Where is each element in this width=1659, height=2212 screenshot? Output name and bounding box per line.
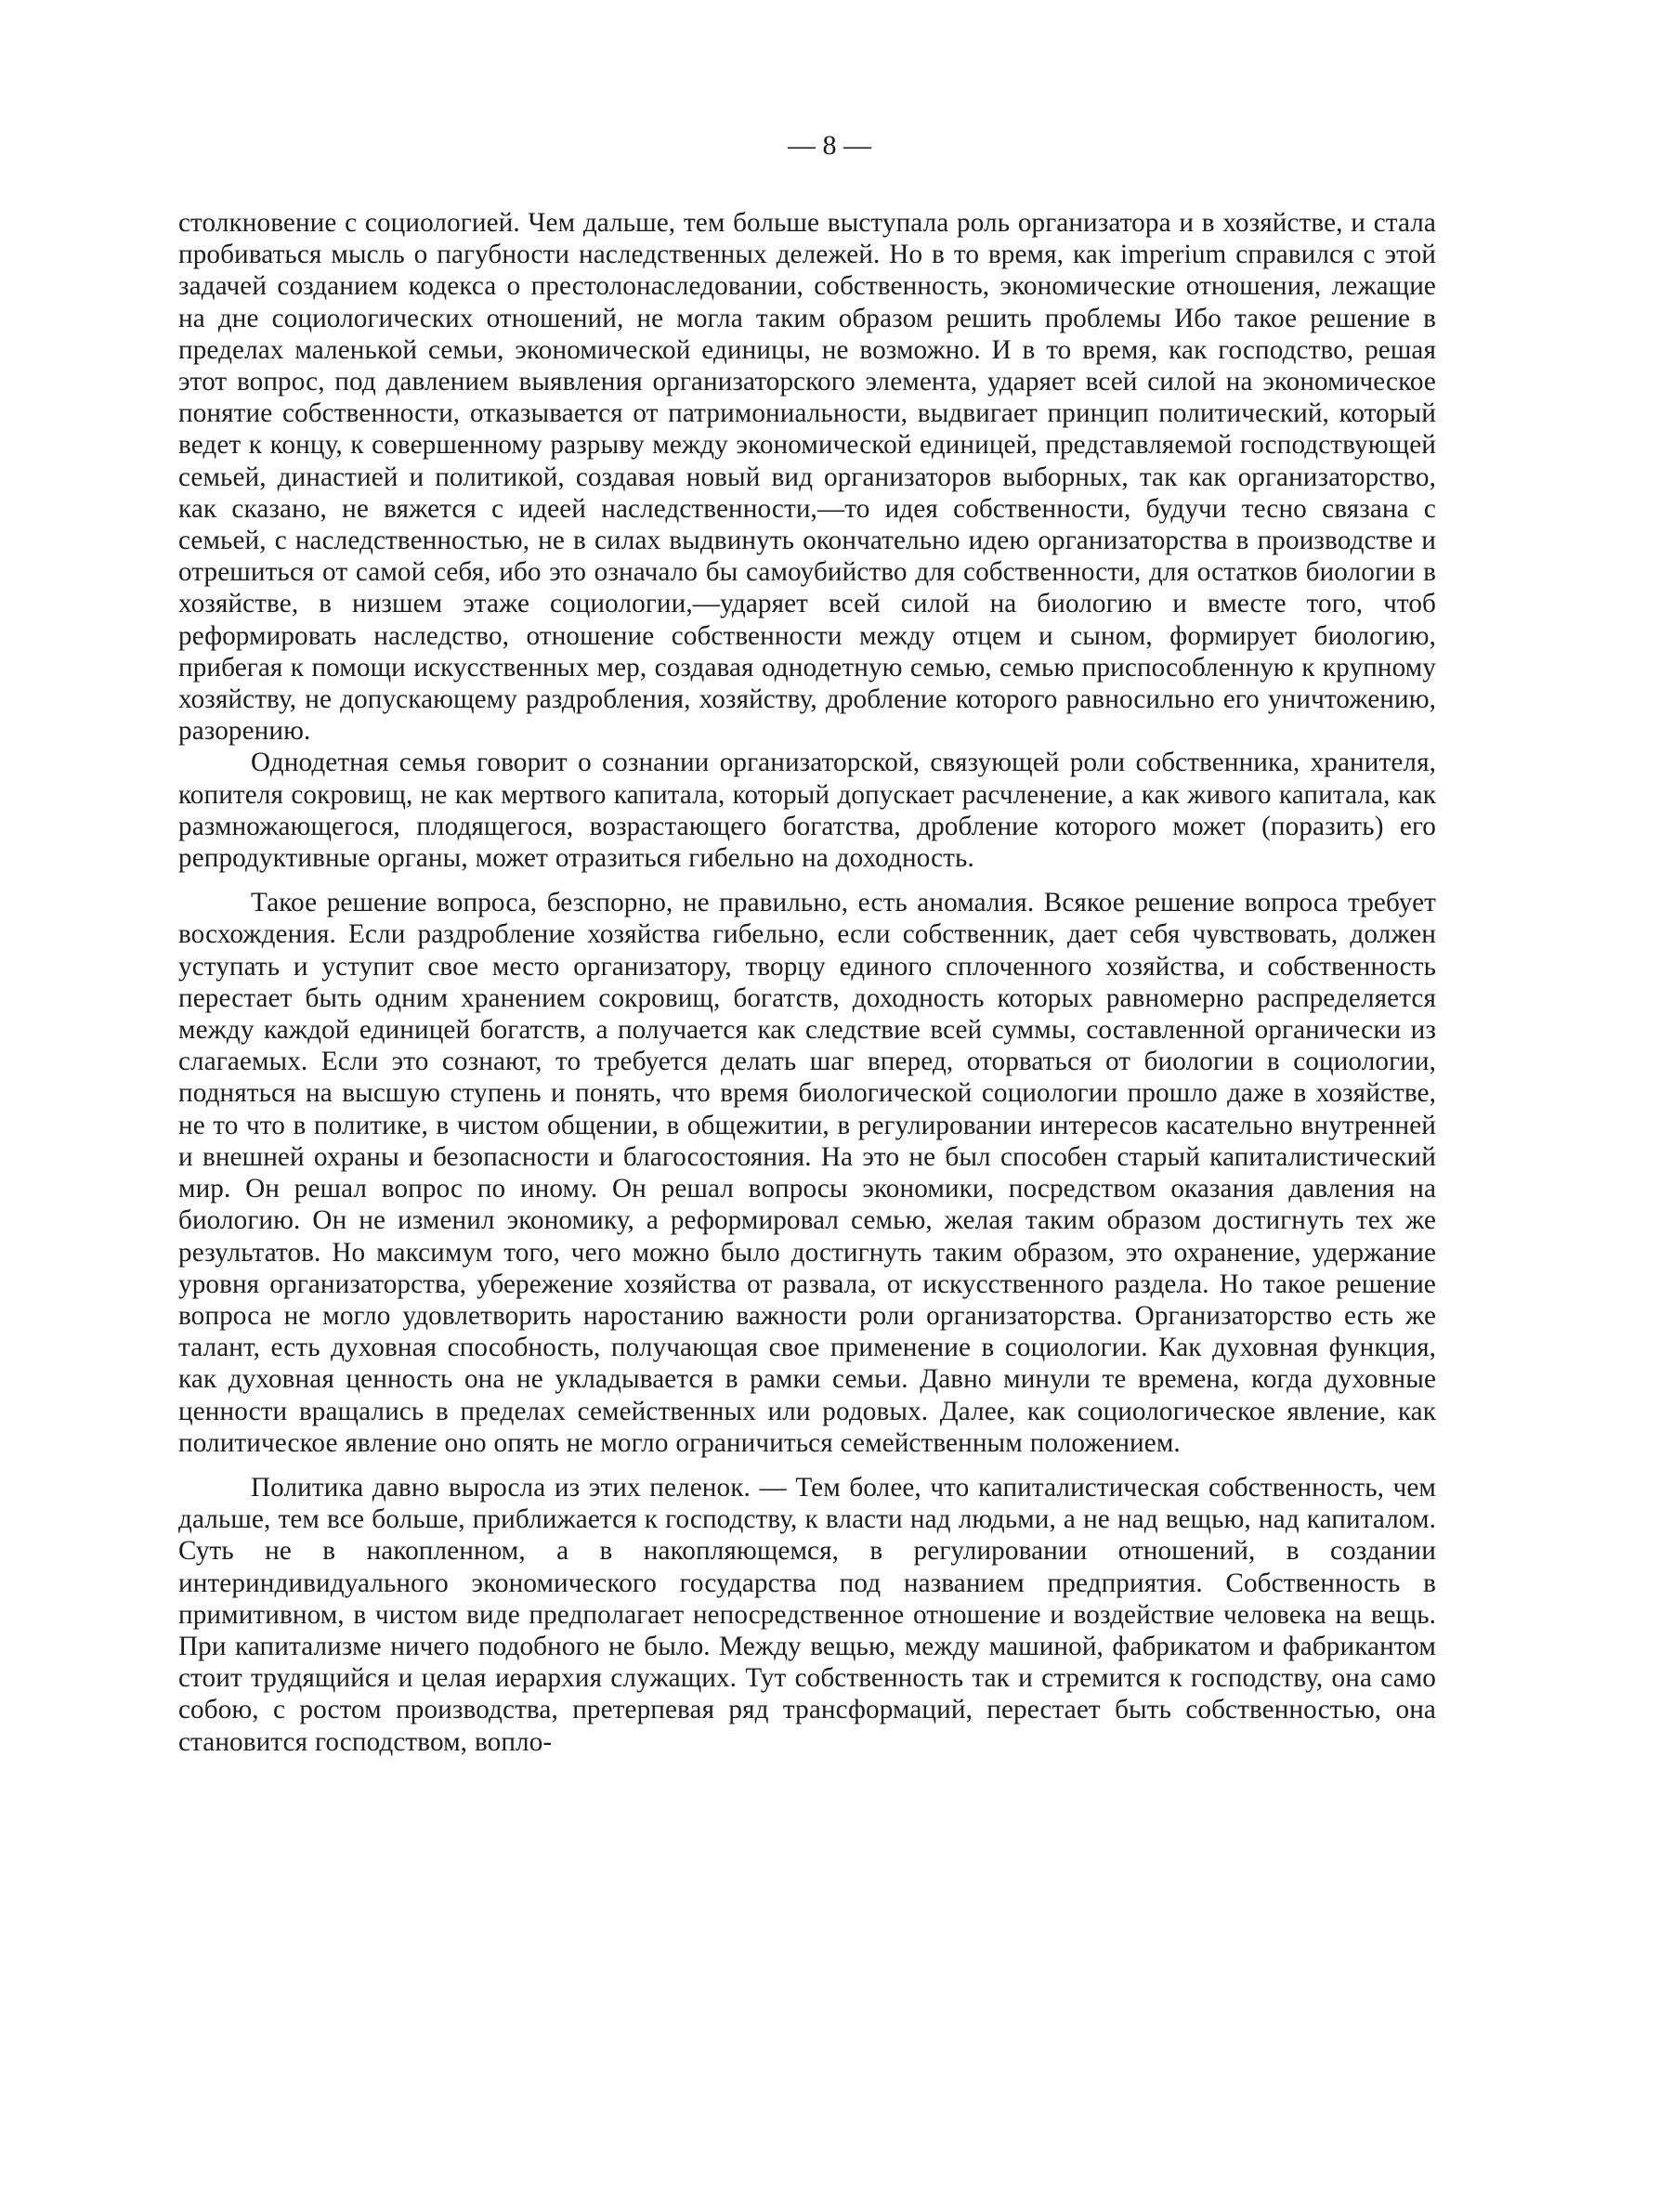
- page-number: — 8 —: [788, 130, 871, 161]
- paragraph-4: Политика давно выросла из этих пеленок. — Тем более, что капиталистическая собственность, чем дальше, тем все больше, приближается к господству, к власти над людьми, а не над вещью, над капиталом. Суть не в накопленном, а в накопляющемся, в регулировании отношений, в создании интериндивидуального экономического государства под названием предприятия. Собственность в примитивном, в чистом виде предполагает непосредственное отношение и воздействие человека на вещь. При капитализме ничего подобного не было. Между вещью, между машиной, фабрикатом и фабрикантом стоит трудящийся и целая иерархия служащих. Тут собственность так и стремится к господству, она само собою, с ростом производства, претерпевая ряд трансформаций, перестает быть собственностью, она становится господством, вопло-: [178, 1472, 1436, 1757]
- paragraph-1: столкновение с социологией. Чем дальше, тем больше выступала роль организатора и в хозяйстве, и стала пробиваться мысль о пагубности наследственных дележей. Но в то время, как imperium справился с этой задачей созданием кодекса о престолонаследовании, собственность, экономические отношения, лежащие на дне социологических отношений, не могла таким образом решить проблемы Ибо такое решение в пределах маленькой семьи, экономической единицы, не возможно. И в то время, как господство, решая этот вопрос, под давлением выявления организаторского элемента, ударяет всей силой на экономическое понятие собственности, отказывается от патримониальности, выдвигает принцип политический, который ведет к концу, к совершенному разрыву между экономической единицей, представляемой господствующей семьей, династией и политикой, создавая новый вид организаторов выборных, так как организаторство, как сказано, не вяжется с идеей наследственности,—то идея собственности, будучи тесно связана с семьей, с наследственностью, не в силах выдвинуть окончательно идею организаторства в производстве и отрешиться от самой себя, ибо это означало бы самоубийство для собственности, для остатков биологии в хозяйстве, в низшем этаже социологии,—ударяет всей силой на биологию и вместе того, чтоб реформировать наследство, отношение собственности между отцем и сыном, формирует биологию, прибегая к помощи искусственных мер, создавая однодетную семью, семью приспособленную к крупному хозяйству, не допускающему раздробления, хозяйству, дробление которого равносильно его уничтожению, разорению.: [178, 208, 1436, 747]
- body-text: [178, 207, 1436, 1758]
- paragraph-2: Однодетная семья говорит о сознании организаторской, связующей роли собственника, хранителя, копителя сокровищ, не как мертвого капитала, который допускает расчленение, а как живого капитала, как размножающегося, плодящегося, возрастающего богатства, дробление которого может (поразить) его репродуктивные органы, может отразиться гибельно на доходность.: [178, 748, 1436, 874]
- paragraph-3: Такое решение вопроса, безспорно, не правильно, есть аномалия. Всякое решение вопроса требует восхождения. Если раздробление хозяйства гибельно, если собственник, дает себя чувствовать, должен уступать и уступит свое место организатору, творцу единого сплоченного хозяйства, и собственность перестает быть одним хранением сокровищ, богатств, доходность которых равномерно распределяется между каждой единицей богатств, а получается как следствие всей суммы, составленной органически из слагаемых. Если это сознают, то требуется делать шаг вперед, оторваться от биологии в социологии, подняться на высшую ступень и понять, что время биологической социологии прошло даже в хозяйстве, не то что в политике, в чистом общении, в общежитии, в регулировании интересов касательно внутренней и внешней охраны и безопасности и благосостояния. На это не был способен старый капиталистический мир. Он решал вопрос по иному. Он решал вопросы экономики, посредством оказания давления на биологию. Он не изменил экономику, а реформировал семью, желая таким образом достигнуть тех же результатов. Но максимум того, чего можно было достигнуть таким образом, это охранение, удержание уровня организаторства, убережение хозяйства от развала, от искусственного раздела. Но такое решение вопроса не могло удовлетворить наростанию важности роли организаторства. Организаторство есть же талант, есть духовная способность, получающая свое применение в социологии. Как духовная функция, как духовная ценность она не укладывается в рамки семьи. Давно минули те времена, когда духовные ценности вращались в пределах семейственных или родовых. Далее, как социологическое явление, как политическое явление оно опять не могло ограничиться семейственным положением.: [178, 888, 1436, 1458]
